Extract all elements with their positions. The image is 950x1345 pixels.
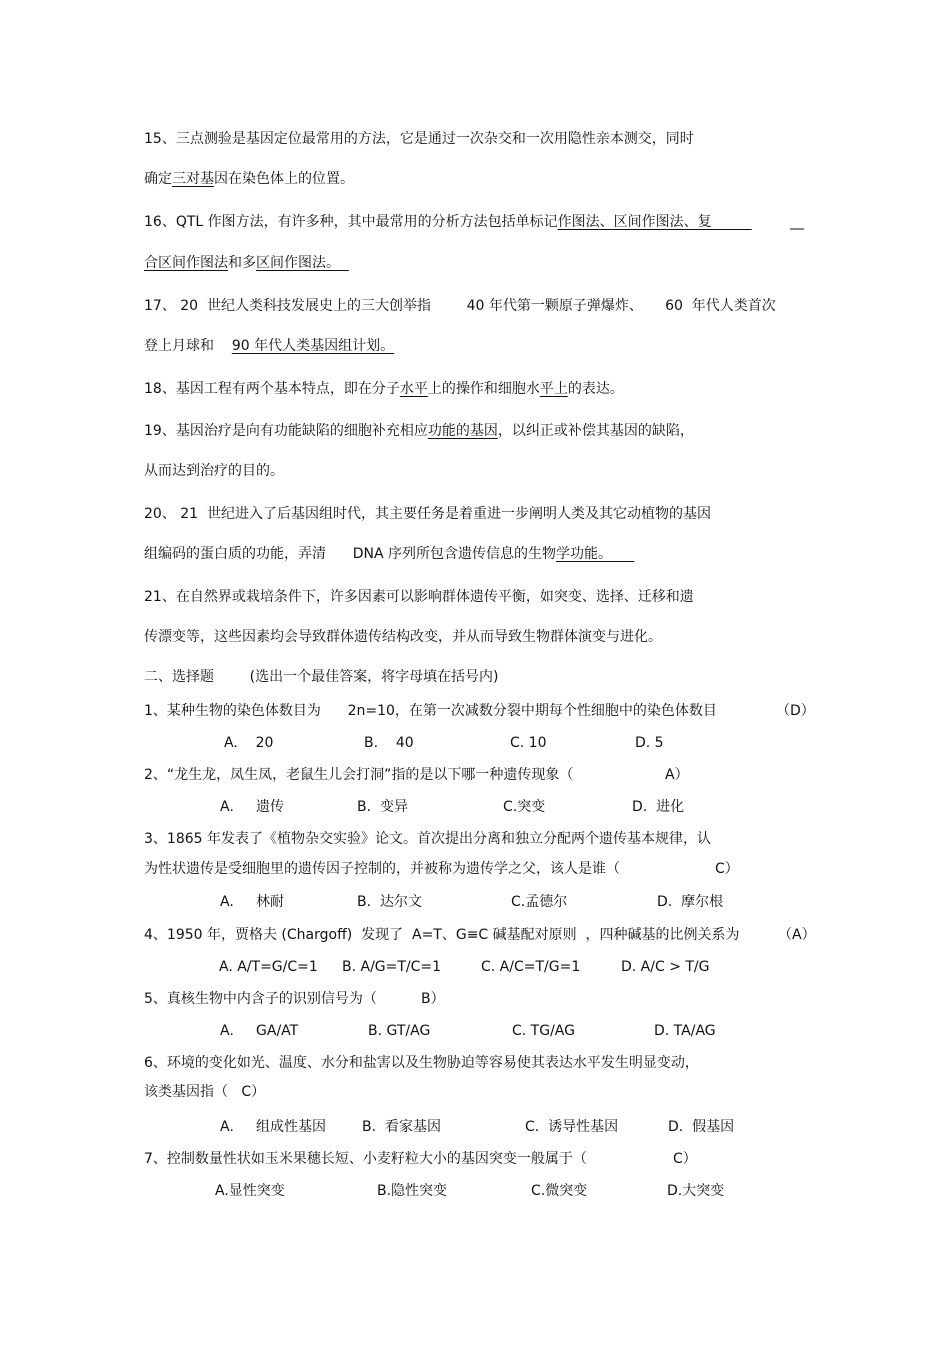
mc-q1-option-c: C. 10 [510, 735, 547, 751]
q18-line [144, 380, 624, 398]
mc-q2-text: 2、“龙生龙，凤生凤，老鼠生儿会打洞”指的是以下哪一种遗传现象（ [144, 767, 574, 783]
q20-blank-answer: 学功能。 [555, 546, 635, 562]
mc-q3-text-2: 为性状遗传是受细胞里的遗传因子控制的，并被称为遗传学之父，该人是谁（ [144, 861, 620, 877]
q15-line-2 [144, 170, 354, 188]
q16-blank-answer-1: 作图法、区间作图法、复 [557, 214, 752, 230]
mc-q3-option-a: A. 林耐 [220, 894, 285, 910]
mc-q3-answer: C） [715, 861, 739, 877]
q16-blank-answer-2: 合区间作图法 [144, 255, 228, 271]
mc-q1-option-b: B. 40 [364, 735, 414, 751]
mc-q7-option-a: A.显性突变 [215, 1183, 285, 1199]
mc-q6-option-a: A. 组成性基因 [220, 1119, 327, 1135]
mc-q1-option-d: D. 5 [635, 735, 664, 751]
q18-text-a: 18、基因工程有两个基本特点，即在分子 [144, 381, 400, 397]
q16-trailing-blank: __ [790, 214, 804, 230]
mc-q3-text: 3、1865 年发表了《植物杂交实验》论文。首次提出分离和独立分配两个遗传基本规律，认 [144, 831, 711, 847]
q21-line-1: 21、在自然界或栽培条件下，许多因素可以影响群体遗传平衡，如突变、选择、迁移和遗 [144, 589, 694, 605]
q15-line-1: 15、三点测验是基因定位最常用的方法，它是通过一次杂交和一次用隐性亲本测交，同时 [144, 131, 694, 147]
q20-line-2 [144, 545, 634, 563]
mc-q2-option-a: A. 遗传 [220, 799, 285, 815]
mc-q6-option-c: C. 诱导性基因 [525, 1119, 619, 1135]
q18-text-b: 上的操作和细胞水 [427, 381, 540, 397]
q19-line-2: 从而达到治疗的目的。 [144, 463, 284, 479]
mc-q2-option-c: C.突变 [503, 799, 546, 815]
mc-q2-option-d: D. 进化 [632, 799, 685, 815]
q18-blank-answer-2: 平上 [539, 381, 568, 397]
q17-line-1: 17、 20 世纪人类科技发展史上的三大创举指 40 年代第一颗原子弹爆炸、 60 年代人类首次 [144, 298, 776, 314]
mc-q6-text: 6、环境的变化如光、温度、水分和盐害以及生物胁迫等容易使其表达水平发生明显变动， [144, 1055, 699, 1071]
mc-q3-option-b: B. 达尔文 [357, 894, 422, 910]
q15-text-end: 因在染色体上的位置。 [214, 171, 354, 187]
q15-text: 确定 [144, 171, 172, 187]
mc-q5-option-c: C. TG/AG [512, 1023, 575, 1039]
mc-q4-option-c: C. A/C=T/G=1 [481, 959, 581, 975]
mc-q6-option-d: D. 假基因 [668, 1119, 735, 1135]
q17-blank-answer: 90 年代人类基因组计划。 [231, 338, 395, 354]
mc-q2-answer: A） [665, 767, 689, 783]
q16-text-mid: 和多 [228, 255, 256, 271]
mc-q4-option-a: A. A/T=G/C=1 [219, 959, 318, 975]
mc-q7-option-b: B.隐性突变 [377, 1183, 448, 1199]
mc-q5-answer: B） [421, 991, 445, 1007]
mc-q5-option-a: A. GA/AT [220, 1023, 299, 1039]
mc-q6-option-b: B. 看家基因 [362, 1119, 441, 1135]
mc-q4-option-b: B. A/G=T/C=1 [342, 959, 442, 975]
mc-q2-option-b: B. 变异 [357, 799, 408, 815]
q19-blank-answer: 功能的基因 [427, 423, 498, 439]
q16-blank-answer-3: 区间作图法。 [256, 255, 349, 271]
q19-line-1 [144, 422, 694, 440]
q20-line-1: 20、 21 世纪进入了后基因组时代，其主要任务是着重进一步阐明人类及其它动植物的基因 [144, 506, 711, 522]
q19-text-end: ，以纠正或补偿其基因的缺陷， [497, 423, 694, 439]
mc-q5-option-d: D. TA/AG [654, 1023, 716, 1039]
mc-q1-text: 1、某种生物的染色体数目为 2n=10，在第一次减数分裂中期每个性细胞中的染色体数目 [144, 703, 717, 719]
mc-q6-text-2: 该类基因指（ C） [144, 1084, 266, 1100]
q18-text-c: 的表达。 [567, 381, 624, 397]
mc-q5-option-b: B. GT/AG [368, 1023, 431, 1039]
q17-text: 登上月球和 [144, 338, 232, 354]
q16-line-2 [144, 254, 349, 272]
mc-q4-text: 4、1950 年，贾格夫 (Chargoff) 发现了 A=T、G≡C 碱基配对原则 ，四种碱基的比例关系为 [144, 927, 740, 943]
mc-q7-text: 7、控制数量性状如玉米果穗长短、小麦籽粒大小的基因突变一般属于（ [144, 1151, 587, 1167]
mc-q4-answer: （A） [778, 927, 816, 943]
q15-blank-answer: 三对基 [172, 171, 214, 187]
mc-q7-answer: C） [673, 1151, 697, 1167]
q20-text: 组编码的蛋白质的功能，弄清 DNA 序列所包含遗传信息的生物 [144, 546, 556, 562]
mc-q3-option-c: C.孟德尔 [511, 894, 568, 910]
q16-text: 16、QTL 作图方法，有许多种，其中最常用的分析方法包括单标记 [144, 214, 558, 230]
mc-q7-option-d: D.大突变 [667, 1183, 725, 1199]
mc-q1-option-a: A. 20 [224, 735, 274, 751]
q16-line-1 [144, 213, 752, 231]
mc-q3-option-d: D. 摩尔根 [657, 894, 724, 910]
q19-text: 19、基因治疗是向有功能缺陷的细胞补充相应 [144, 423, 428, 439]
q18-blank-answer-1: 水平 [399, 381, 428, 397]
mc-q1-answer: （D） [776, 703, 815, 719]
section-title-multiple-choice: 二、选择题 (选出一个最佳答案，将字母填在括号内) [144, 669, 499, 685]
mc-q4-option-d: D. A/C > T/G [621, 959, 710, 975]
q21-line-2: 传漂变等，这些因素均会导致群体遗传结构改变，并从而导致生物群体演变与进化。 [144, 629, 662, 645]
q17-line-2 [144, 337, 394, 355]
mc-q5-text: 5、真核生物中内含子的识别信号为（ [144, 991, 377, 1007]
mc-q7-option-c: C.微突变 [531, 1183, 588, 1199]
